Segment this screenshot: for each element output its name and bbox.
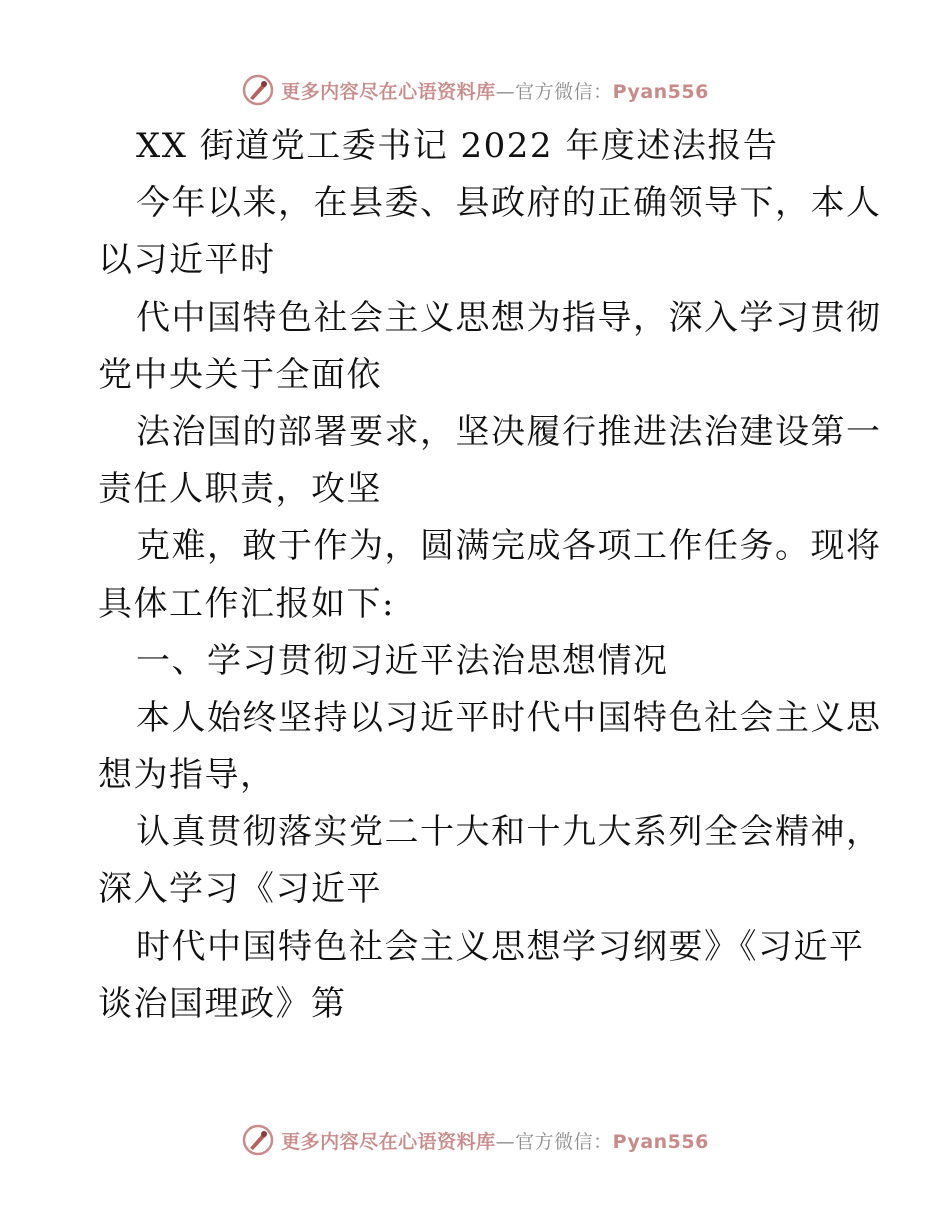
paragraph-line: 谈治国理政》第 [98,983,347,1024]
paragraph-line: 认真贯彻落实党二十大和十九大系列全会精神， [136,812,882,853]
header-watermark [0,72,950,108]
paragraph-line: 以习近平时 [98,240,276,281]
paragraph-line: 党中央关于全面依 [98,354,382,395]
watermark-wechat-label: 官方微信： [515,1130,613,1153]
watermark-brand: 更多内容尽在心语资料库 [281,80,496,103]
section-heading: 一、学习贯彻习近平法治思想情况 [136,640,669,681]
paragraph-line: 本人始终坚持以习近平时代中国特色社会主义思 [136,697,882,738]
watermark-dash: — [495,1130,516,1153]
watermark-wechat-id: Pyan556 [612,1130,709,1153]
quill-circle-icon [241,1123,275,1157]
watermark-wechat-id: Pyan556 [612,80,709,103]
paragraph-line: 克难，敢于作为，圆满完成各项工作任务。现将 [136,526,882,567]
paragraph-line: 责任人职责，攻坚 [98,469,382,510]
paragraph-line: 代中国特色社会主义思想为指导，深入学习贯彻 [136,297,882,338]
paragraph-line: 法治国的部署要求，坚决履行推进法治建设第一 [136,411,882,452]
paragraph-line: 具体工作汇报如下: [98,583,395,624]
watermark-text [281,1127,709,1154]
quill-circle-icon [241,73,275,107]
footer-watermark [0,1122,950,1158]
document-title: XX 街道党工委书记 2022 年度述法报告 [136,126,779,166]
paragraph-line: 深入学习《习近平 [98,869,382,910]
watermark-text [281,77,709,104]
paragraph-line: 今年以来，在县委、县政府的正确领导下，本人 [136,183,882,224]
document-body [98,118,882,1033]
paragraph-line: 想为指导， [98,755,276,796]
watermark-wechat-label: 官方微信： [515,80,613,103]
watermark-dash: — [495,80,516,103]
watermark-brand: 更多内容尽在心语资料库 [281,1130,496,1153]
paragraph-line: 时代中国特色社会主义思想学习纲要》《习近平 [136,926,865,967]
